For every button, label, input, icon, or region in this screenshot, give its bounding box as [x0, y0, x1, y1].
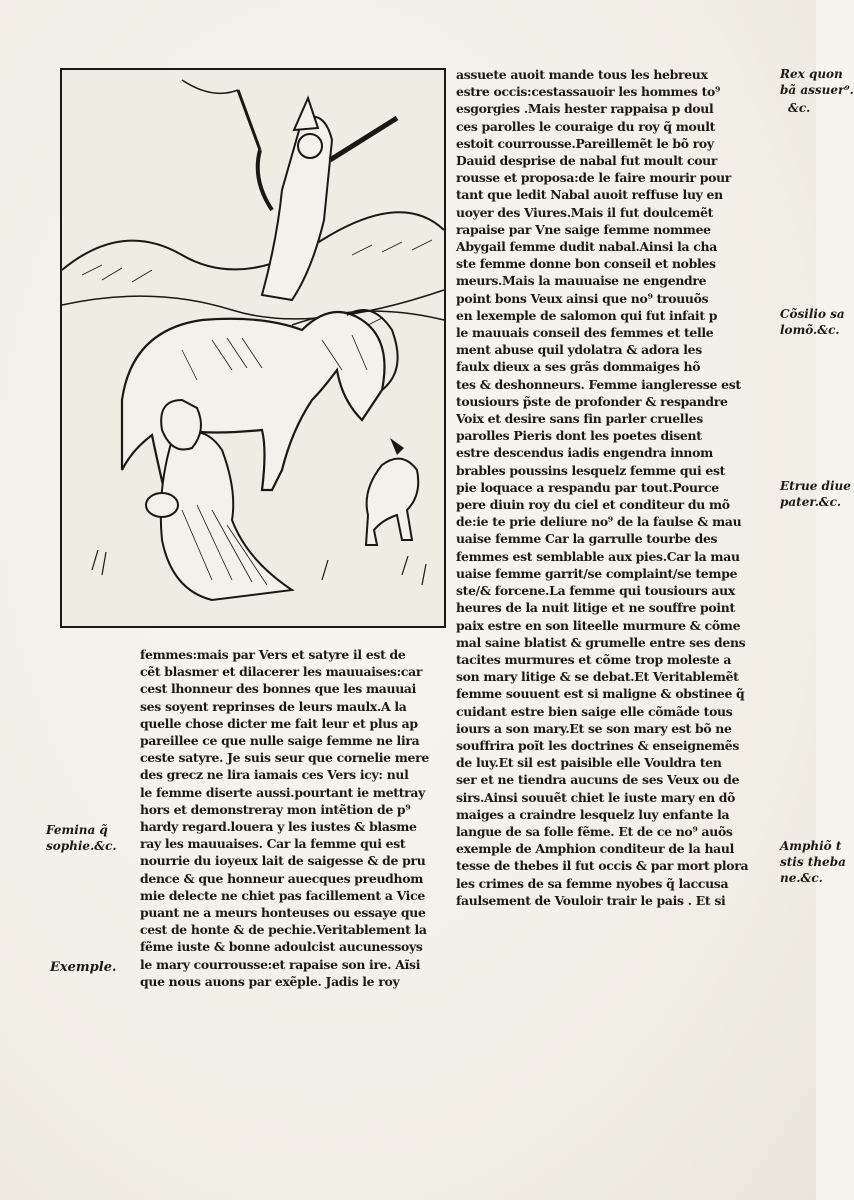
- margin-note-amphio: [780, 838, 846, 886]
- text-line: les crimes de sa femme nyobes q̃ laccusa: [456, 875, 729, 891]
- text-line: femme souuent est si maligne & obstinee q̃: [456, 686, 745, 702]
- text-line: tacites murmures et cõme trop moleste a: [456, 651, 732, 667]
- text-line: que nous auons par exẽple. Jadis le roy: [140, 973, 400, 989]
- text-line: faulsement de Vouloir trair le pais . Et si: [456, 892, 726, 908]
- text-line: uaise femme Car la garrulle tourbe des: [456, 531, 718, 547]
- text-line: des grecz ne lira iamais ces Vers icy: nul: [140, 767, 409, 783]
- text-line: ces parolles le couraige du roy q̃ moult: [456, 118, 716, 134]
- text-line: tousiours p̃ste de profonder & respandre: [456, 393, 728, 409]
- text-line: dence & que honneur auecques preudhom: [140, 870, 424, 886]
- text-line: Dauid desprise de nabal fut moult cour: [456, 153, 718, 169]
- text-line: hors et demonstreray mon intẽtion de p⁹: [140, 801, 411, 817]
- margin-note-femina: [46, 822, 117, 854]
- text-line: estre occis:cestassauoir les hommes to⁹: [456, 84, 721, 100]
- text-line: sirs.Ainsi souuẽt chiet le iuste mary en dõ: [456, 789, 736, 805]
- text-line: de:ie te prie deliure no⁹ de la faulse & mau: [456, 514, 742, 530]
- text-line: pareillee ce que nulle saige femme ne lira: [140, 733, 420, 749]
- margin-note-line: lomõ.&c.: [780, 323, 840, 337]
- text-line: point bons Veux ainsi que no⁹ trouuõs: [456, 290, 709, 306]
- text-line: estre descendus iadis engendra innom: [456, 445, 713, 461]
- right-text-column: [456, 66, 768, 909]
- text-line: iours a son mary.Et se son mary est bõ ne: [456, 720, 732, 736]
- text-line: nourrie du ioyeux lait de saigesse & de pru: [140, 853, 426, 869]
- text-line: quelle chose dicter me fait leur et plus ap: [140, 715, 418, 731]
- margin-note-consilio: [780, 306, 845, 338]
- margin-note-line: Etrue diue: [780, 479, 851, 493]
- text-line: ses soyent reprinses de leurs maulx.A la: [140, 698, 407, 714]
- margin-note-line: Cõsilio sa: [780, 307, 845, 321]
- margin-note-line: Rex quon: [780, 67, 843, 81]
- text-line: souffrira poĩt les doctrines & enseignemẽs: [456, 737, 740, 753]
- text-line: puant ne a meurs honteuses ou essaye que: [140, 905, 426, 921]
- text-line: le femme diserte aussi.pourtant ie mettray: [140, 784, 425, 800]
- text-line: son mary litige & se debat.Et Veritablemẽt: [456, 669, 739, 685]
- text-line: cuidant estre bien saige elle cõmãde tous: [456, 703, 733, 719]
- left-text-column: [140, 646, 440, 990]
- text-line: le mary courrousse:et rapaise son ire. Aĩsi: [140, 956, 421, 972]
- text-line: femmes est semblable aux pies.Car la mau: [456, 548, 740, 564]
- text-line: brables poussins lesquelz femme qui est: [456, 462, 726, 478]
- text-line: pie loquace a respandu par tout.Pource: [456, 479, 719, 495]
- text-line: tant que ledit Nabal auoit reffuse luy en: [456, 187, 723, 203]
- margin-note-etrue: [780, 478, 851, 510]
- text-line: tesse de thebes il fut occis & par mort plora: [456, 858, 749, 874]
- woodcut-drawing: [62, 70, 444, 626]
- text-line: cest lhonneur des bonnes que les mauuai: [140, 681, 417, 697]
- text-line: pere diuin roy du ciel et conditeur du mõ: [456, 497, 730, 513]
- woodcut-illustration: [60, 68, 446, 628]
- text-line: maiges a craindre lesquelz luy enfante la: [456, 806, 730, 822]
- margin-note-line: Femina q̃: [46, 823, 108, 837]
- text-line: ser et ne tiendra aucuns de ses Veux ou de: [456, 772, 740, 788]
- text-line: cẽt blasmer et dilacerer les mauuaises:car: [140, 664, 423, 680]
- text-line: hardy regard.louera y les iustes & blasme: [140, 819, 417, 835]
- margin-note-rex: [780, 66, 854, 98]
- margin-note-line: ne.&c.: [780, 871, 823, 885]
- text-line: tes & deshonneurs. Femme iangleresse est: [456, 376, 741, 392]
- margin-note-rex-etc: &c.: [788, 101, 811, 115]
- text-line: mie delecte ne chiet pas facillement a Vice: [140, 887, 425, 903]
- text-line: ray les mauuaises. Car la femme qui est: [140, 836, 406, 852]
- text-line: estoit courrousse.Pareillemẽt le bõ roy: [456, 135, 714, 151]
- text-line: meurs.Mais la mauuaise ne engendre: [456, 273, 707, 289]
- text-line: cest de honte & de pechie.Veritablement la: [140, 922, 427, 938]
- text-line: ste/& forcene.La femme qui tousiours aux: [456, 583, 735, 599]
- text-line: de luy.Et sil est paisible elle Vouldra ten: [456, 755, 722, 771]
- margin-note-line: pater.&c.: [780, 495, 842, 509]
- margin-note-line: Amphiõ t: [780, 839, 842, 853]
- text-line: Abygail femme dudit nabal.Ainsi la cha: [456, 239, 717, 255]
- text-line: mal saine blatist & grumelle entre ses dens: [456, 634, 746, 650]
- margin-note-line: stis theba: [780, 855, 846, 869]
- margin-note-exemple: Exemple.: [50, 960, 117, 975]
- text-line: Voix et desire sans fin parler cruelles: [456, 411, 703, 427]
- text-line: exemple de Amphion conditeur de la haul: [456, 841, 734, 857]
- text-line: assuete auoit mande tous les hebreux: [456, 67, 708, 82]
- text-line: rousse et proposa:de le faire mourir pour: [456, 170, 732, 186]
- text-line: paix estre en son liteelle murmure & cõme: [456, 617, 741, 633]
- text-line: en lexemple de salomon qui fut infait p: [456, 307, 718, 323]
- margin-note-line: sophie.&c.: [46, 839, 117, 853]
- text-line: uaise femme garrit/se complaint/se tempe: [456, 565, 738, 581]
- text-line: ste femme donne bon conseil et nobles: [456, 256, 716, 272]
- text-line: rapaise par Vne saige femme nommee: [456, 221, 711, 237]
- text-line: heures de la nuit litige et ne souffre point: [456, 600, 735, 616]
- text-line: femmes:mais par Vers et satyre il est de: [140, 647, 406, 662]
- text-line: fẽme iuste & bonne adoulcist aucunessoys: [140, 939, 423, 955]
- text-line: faulx dieux a ses grãs dommaiges hõ: [456, 359, 701, 375]
- margin-note-line: bã assuer⁹.: [780, 83, 854, 97]
- text-line: uoyer des Viures.Mais il fut doulcemẽt: [456, 204, 714, 220]
- text-line: langue de sa folle fẽme. Et de ce no⁹ auõs: [456, 823, 733, 839]
- text-line: parolles Pieris dont les poetes disent: [456, 428, 702, 444]
- text-line: esgorgies .Mais hester rappaisa p doul: [456, 101, 714, 117]
- text-line: ceste satyre. Je suis seur que cornelie mere: [140, 750, 429, 766]
- text-line: ment abuse quil ydolatra & adora les: [456, 342, 702, 358]
- text-line: le mauuais conseil des femmes et telle: [456, 325, 714, 341]
